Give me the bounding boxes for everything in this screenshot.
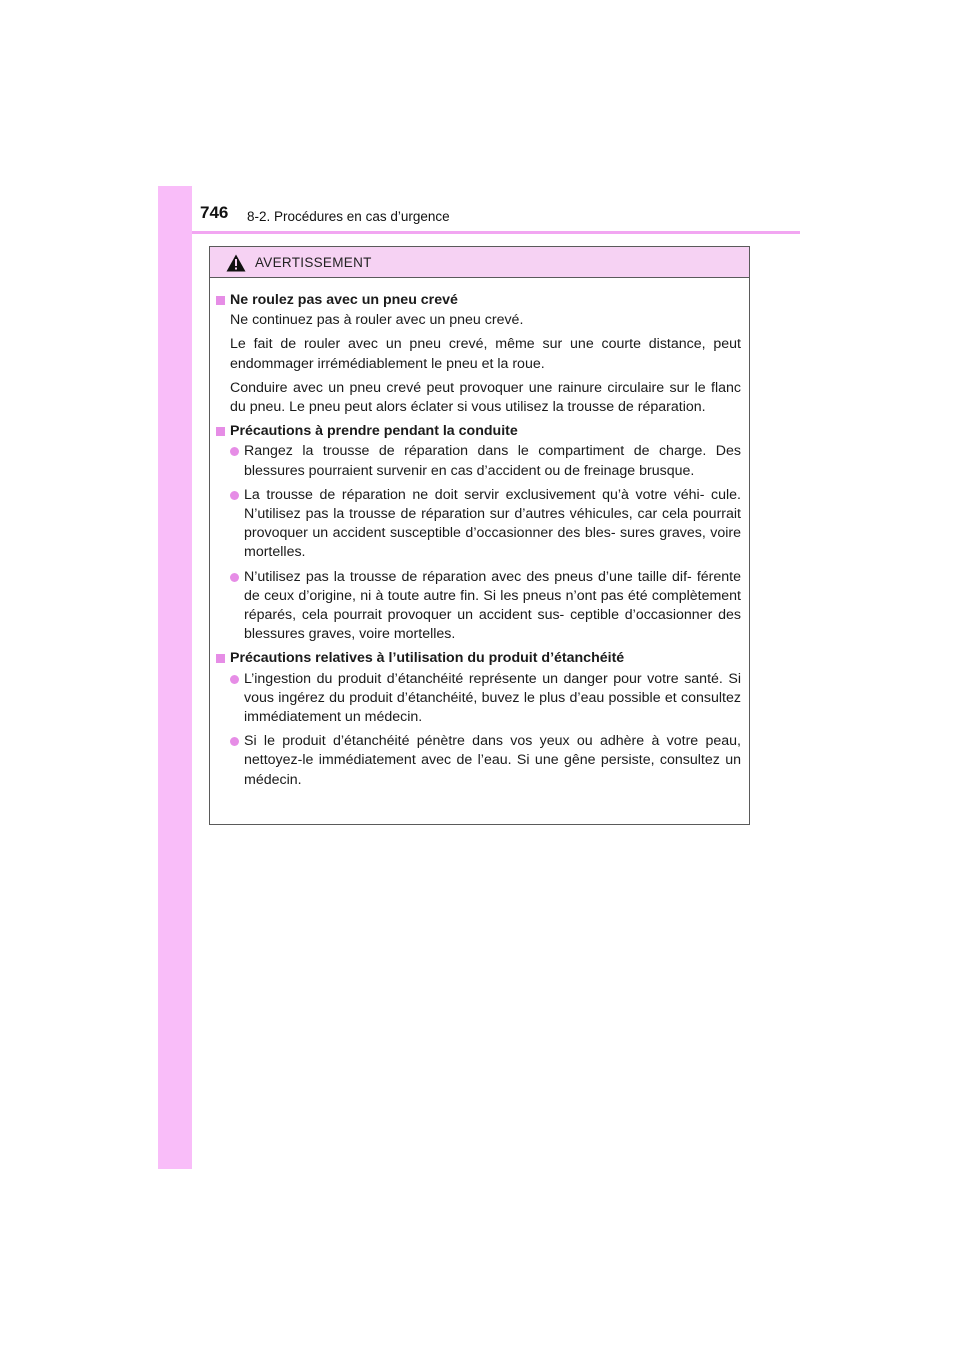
list-item [230,442,741,480]
paragraph: Ne continuez pas à rouler avec un pneu crevé. [230,312,524,329]
round-bullet-icon [230,573,239,582]
round-bullet-icon [230,737,239,746]
section-heading [216,649,741,668]
square-bullet-icon [216,427,225,436]
list-item-text: La trousse de réparation ne doit servir exclusivement qu’à votre véhi- cule. N’utilisez pas la trousse de réparation sur d’autres véhicules, car cela pourrait provoquer un accident susceptible d’occasionner des bles- sures graves, voire mortelles. [244,486,741,561]
square-bullet-icon [216,296,225,305]
list-item-text: Rangez la trousse de réparation dans le compartiment de charge. Des blessures pourraient survenir en cas d’accident ou de freinage brusque. [244,443,741,479]
side-color-band [158,186,192,1169]
round-bullet-icon [230,675,239,684]
warning-triangle-icon [226,254,246,272]
list-item [230,568,741,645]
round-bullet-icon [230,491,239,500]
list-item [230,670,741,728]
section-driving-precautions [216,422,741,644]
section-heading-text: Précautions à prendre pendant la conduite [230,423,518,440]
section-flat-tire [216,291,741,417]
paragraph: Conduire avec un pneu crevé peut provoquer une rainure circulaire sur le flanc du pneu. Le pneu peut alors éclater si vous utilisez la trousse de réparation. [230,379,741,416]
section-heading-text: Précautions relatives à l’utilisation du produit d’étanchéité [230,650,625,667]
section-heading-text: Ne roulez pas avec un pneu crevé [230,292,458,308]
warning-body [210,278,749,790]
warning-box [209,246,750,825]
section-heading [216,291,741,310]
header-rule [192,231,800,234]
list-item-text: L’ingestion du produit d’étanchéité représente un danger pour votre santé. Si vous ingérez du produit d’étanchéité, buvez le plus d’eau possible et consultez immédiatement un médecin. [244,670,741,726]
paragraph: Le fait de rouler avec un pneu crevé, même sur une courte distance, peut endommager irrémédiablement le pneu et la roue. [230,336,741,372]
section-sealant-precautions [216,649,741,789]
chapter-section-title: 8-2. Procédures en cas d’urgence [247,209,450,224]
page-number: 746 [200,203,229,222]
round-bullet-icon [230,447,239,456]
list-item [230,732,741,790]
list-item-text: N’utilisez pas la trousse de réparation avec des pneus d’une taille dif- férente de ceux d’origine, ni à toute autre fin. Si les pneus n’ont pas été complètement réparés, cela pourrait provoquer un accident sus- ceptible d’occasionner des blessures graves, voire mortelles. [244,568,741,643]
square-bullet-icon [216,654,225,663]
list-item-text: Si le produit d’étanchéité pénètre dans vos yeux ou adhère à votre peau, nettoyez-le immédiatement avec de l’eau. Si une gêne persiste, consultez un médecin. [244,733,741,788]
warning-label: AVERTISSEMENT [255,255,372,270]
list-item [230,486,741,563]
section-heading [216,422,741,441]
warning-header [210,247,749,278]
